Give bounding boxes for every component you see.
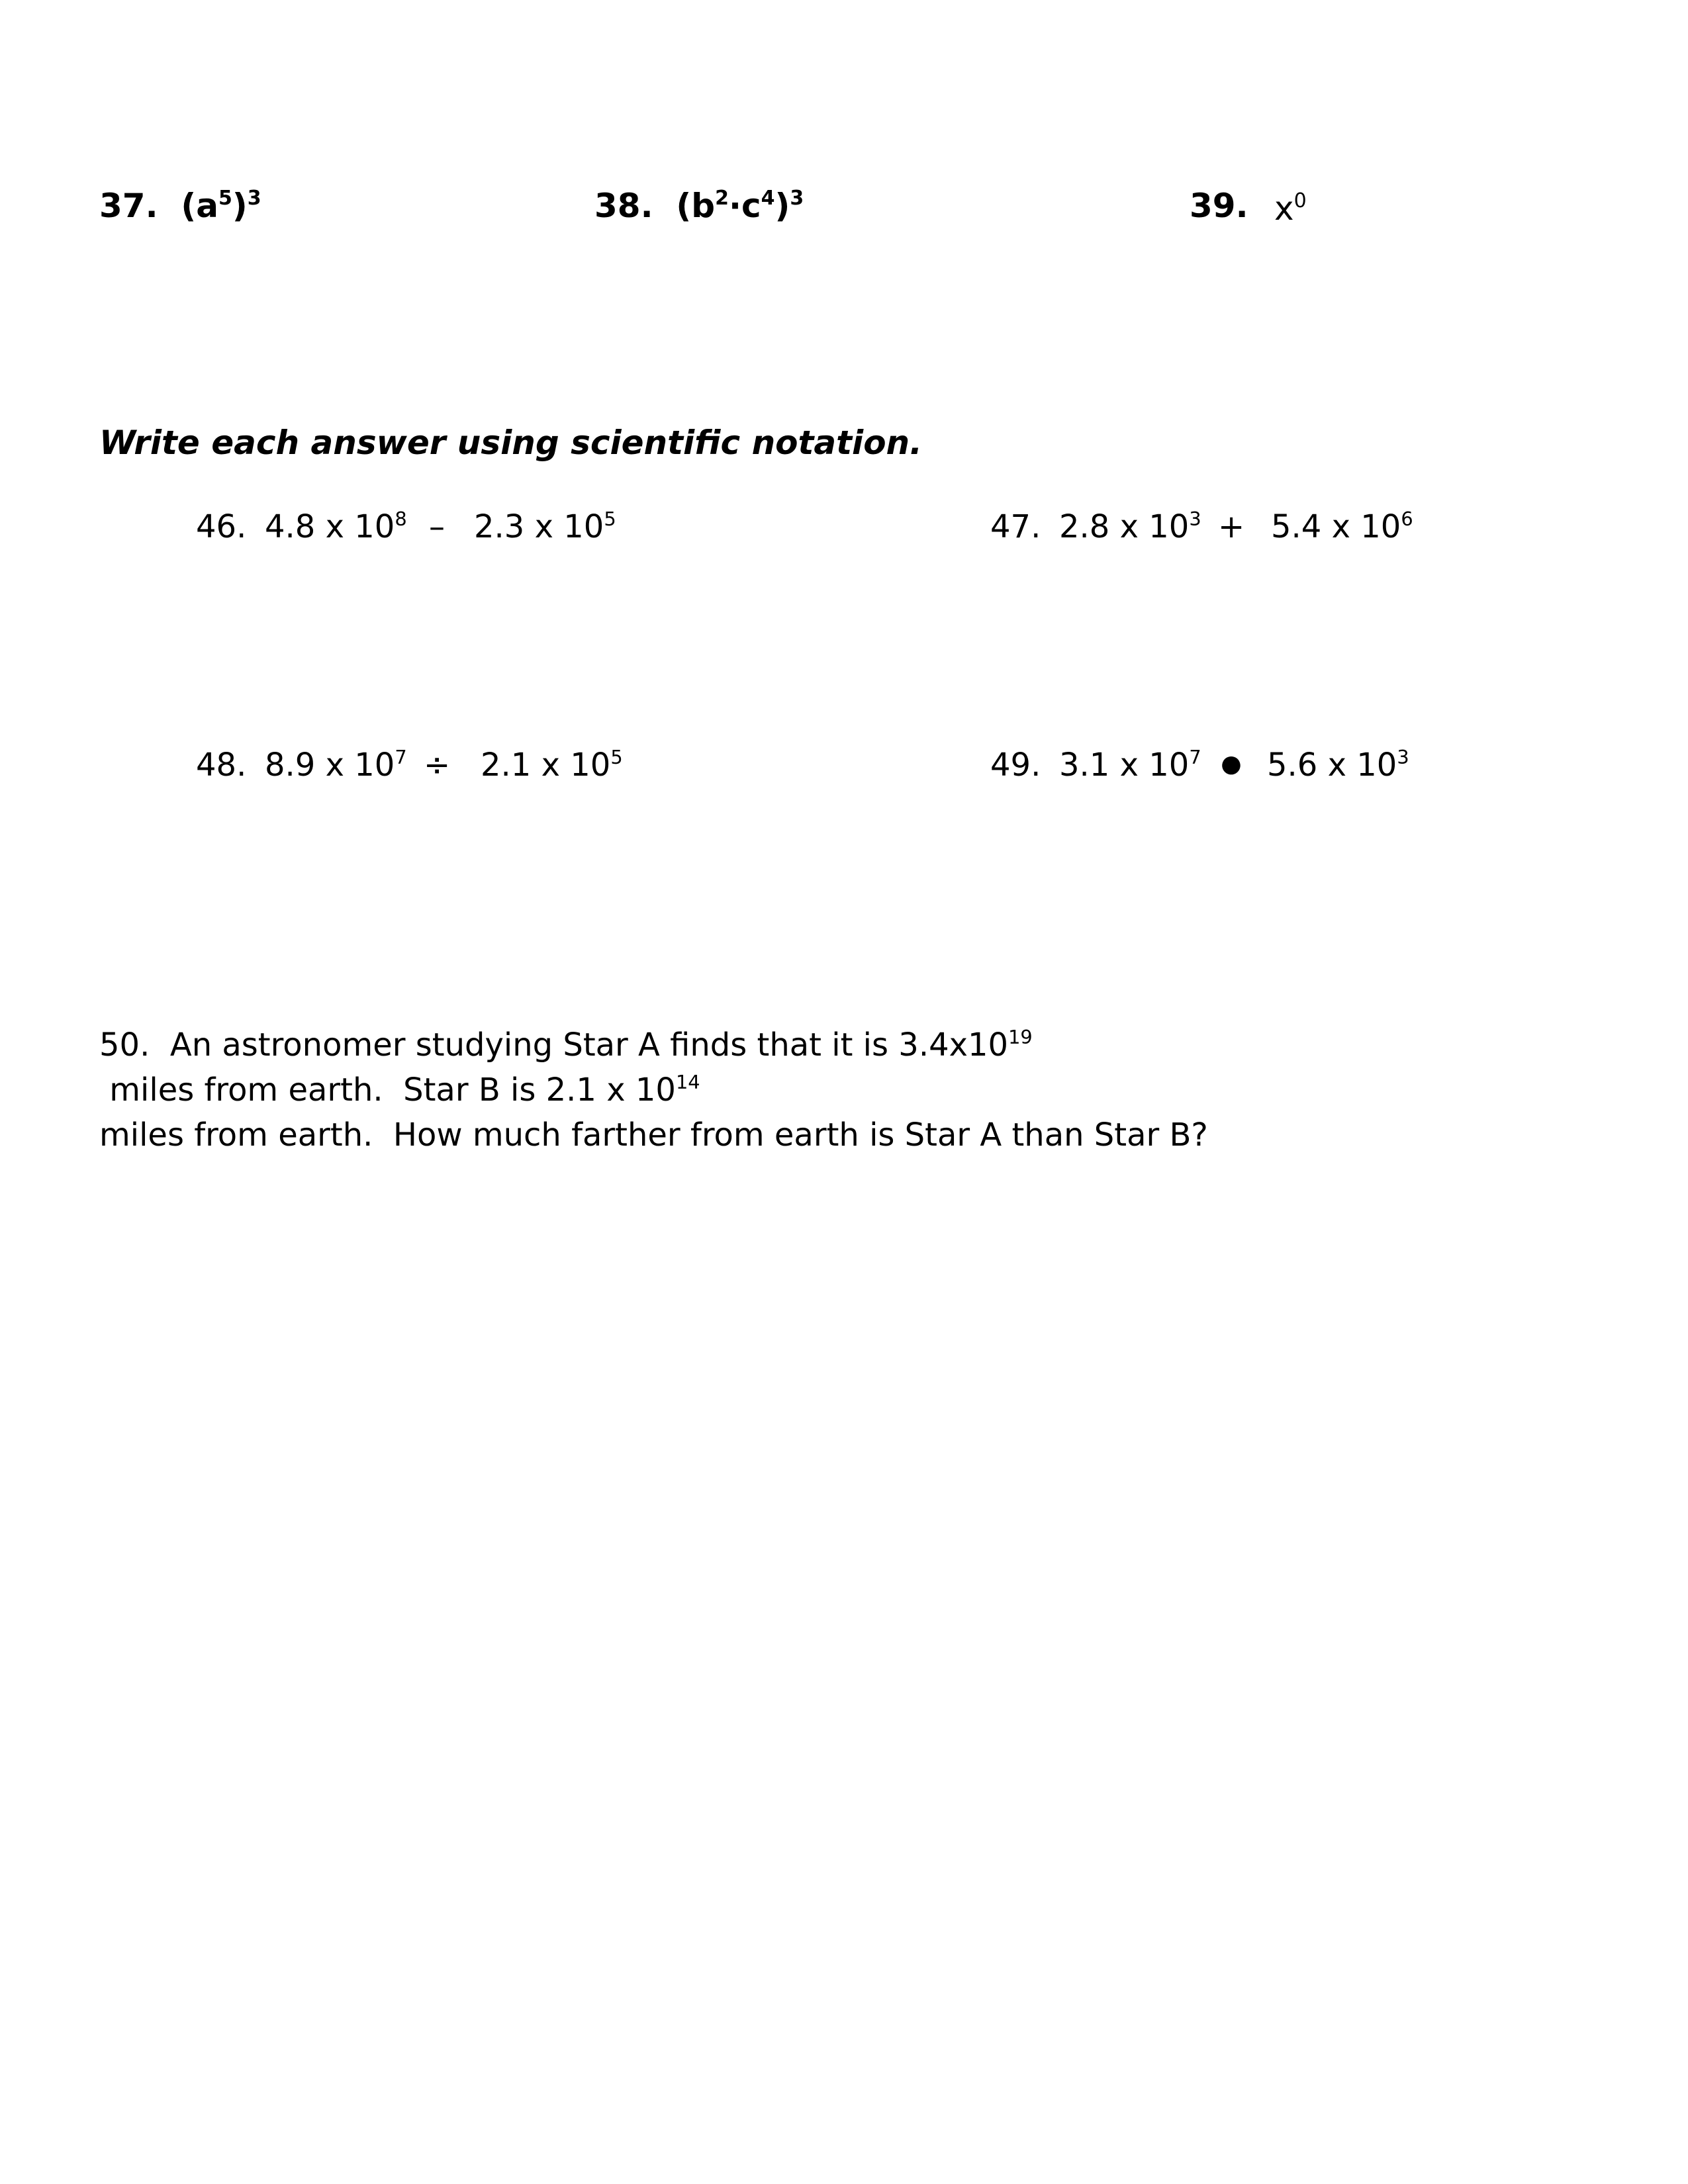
problem-38 <box>594 187 804 225</box>
exponent: 3 <box>247 187 261 210</box>
problem-50-line-2: miles from earth. How much farther from earth is Star A than Star B? <box>99 1116 1208 1154</box>
exponent: 14 <box>675 1071 700 1094</box>
term-text: 2.8 x 10 <box>1059 508 1190 545</box>
exponent: 4 <box>761 187 775 210</box>
problem-48-operator: ÷ <box>424 747 451 784</box>
problem-number: 38. <box>594 187 653 225</box>
problem-37 <box>99 187 261 225</box>
problem-text: miles from earth. Star B is 2.1 x 10 <box>99 1071 676 1109</box>
problem-47-term-a <box>1059 508 1201 545</box>
exponent: 5 <box>610 746 623 769</box>
exponent: 5 <box>218 187 232 210</box>
problem-46-operator: – <box>429 508 445 545</box>
term-text: 2.1 x 10 <box>481 747 611 784</box>
expression-base: (b <box>676 187 716 225</box>
exponent: 3 <box>790 187 804 210</box>
expression-base: x <box>1274 189 1294 228</box>
problem-47-operator: + <box>1218 508 1245 545</box>
exponent: 0 <box>1293 189 1307 213</box>
exponent: 3 <box>1189 508 1201 531</box>
problem-number: 50. <box>99 1026 150 1064</box>
expression-base: (a <box>181 187 218 225</box>
exponent: 7 <box>395 746 407 769</box>
term-text: 8.9 x 10 <box>265 747 395 784</box>
exponent: 3 <box>1397 746 1409 769</box>
problem-49-term-a <box>1059 747 1201 784</box>
problem-50 <box>99 1024 1556 1156</box>
problem-39-expression <box>1274 189 1307 228</box>
problem-50-line-1 <box>99 1024 1556 1115</box>
exponent: 5 <box>604 508 616 531</box>
problem-49-operator: ● <box>1221 751 1242 778</box>
exponent: 7 <box>1189 746 1201 769</box>
problem-number: 37. <box>99 187 158 225</box>
multiplication-dot: · <box>728 187 741 225</box>
problem-48-term-b <box>481 747 623 784</box>
problem-text: An astronomer studying Star A finds that it is 3.4x10 <box>169 1026 1009 1064</box>
problem-39-number: 39. <box>1190 187 1248 225</box>
term-text: 5.4 x 10 <box>1271 508 1401 545</box>
problem-48-number: 48. <box>196 747 247 784</box>
problem-47-term-b <box>1271 508 1413 545</box>
problem-46-number: 46. <box>196 508 247 545</box>
expression-close: ) <box>774 187 790 225</box>
exponent: 19 <box>1008 1026 1033 1049</box>
problem-47-number: 47. <box>990 508 1041 545</box>
problem-46-term-b <box>474 508 616 545</box>
instruction-heading: Write each answer using scientific notation. <box>99 424 923 462</box>
expression-close: ) <box>232 187 248 225</box>
term-text: 5.6 x 10 <box>1267 747 1397 784</box>
term-text: 4.8 x 10 <box>265 508 395 545</box>
problem-48-term-a <box>265 747 407 784</box>
problem-49-number: 49. <box>990 747 1041 784</box>
term-text: 2.3 x 10 <box>474 508 604 545</box>
exponent: 8 <box>395 508 407 531</box>
exponent: 2 <box>715 187 729 210</box>
exponent: 6 <box>1401 508 1413 531</box>
problem-49-term-b <box>1267 747 1409 784</box>
expression-base: c <box>741 187 761 225</box>
term-text: 3.1 x 10 <box>1059 747 1190 784</box>
problem-46-term-a <box>265 508 407 545</box>
